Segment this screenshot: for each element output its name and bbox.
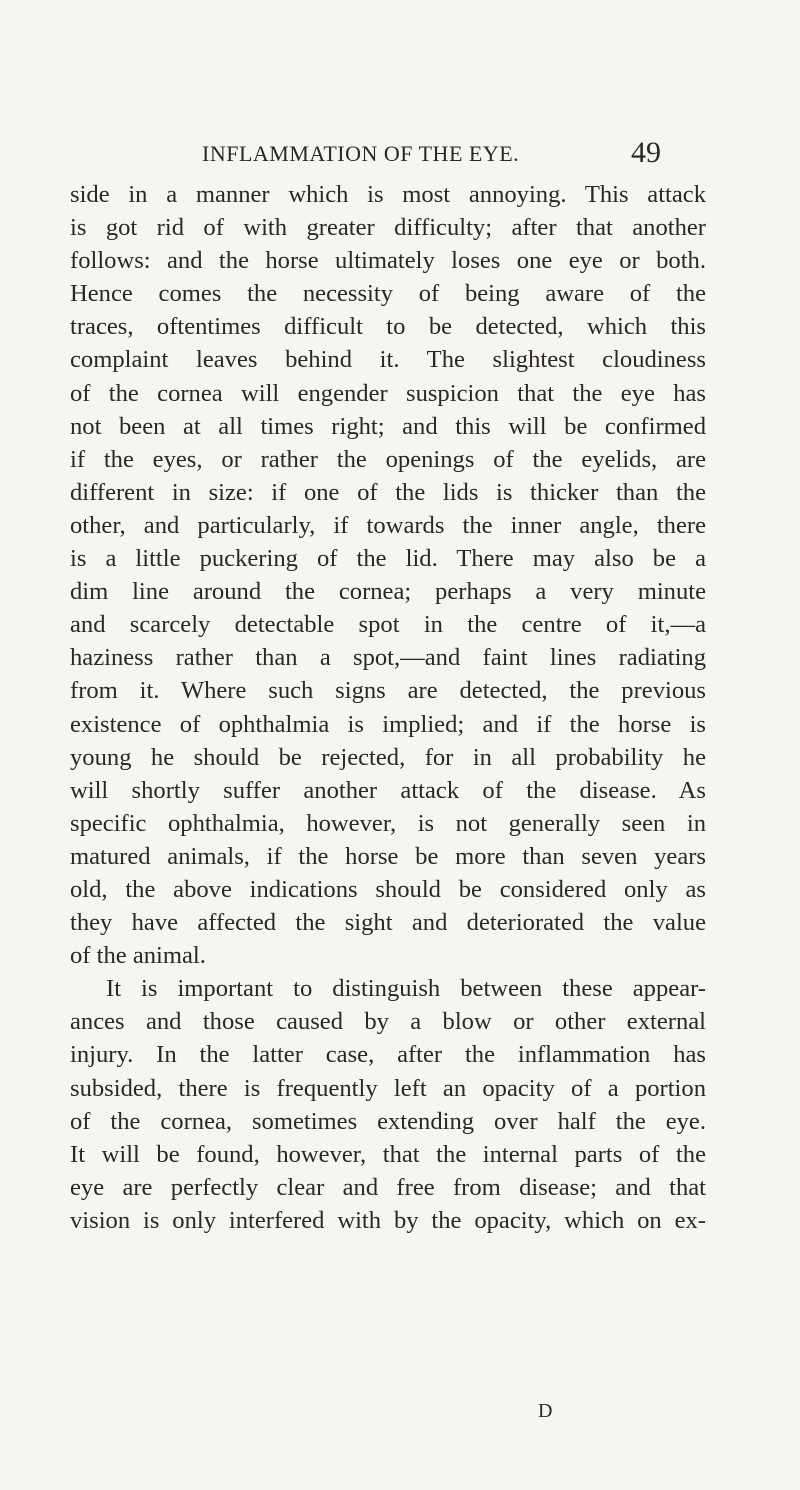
text-line: of the cornea will engender suspicion that the eye has: [70, 379, 706, 407]
text-line: It is important to distinguish between these appear-: [106, 975, 706, 1003]
text-line: is a little puckering of the lid. There may also be a: [70, 545, 706, 573]
text-line: ances and those caused by a blow or other external: [70, 1008, 706, 1036]
text-line: they have affected the sight and deteriorated the value: [70, 909, 706, 937]
text-line: traces, oftentimes difficult to be detected, which this: [70, 313, 706, 341]
signature-mark: D: [538, 1400, 553, 1422]
text-line: not been at all times right; and this will be confirmed: [70, 412, 706, 440]
text-line: matured animals, if the horse be more than seven years: [70, 842, 706, 870]
running-head: INFLAMMATION OF THE EYE.: [202, 141, 520, 166]
text-line: It will be found, however, that the internal parts of the: [70, 1140, 706, 1168]
text-line: existence of ophthalmia is implied; and if the horse is: [70, 710, 706, 738]
text-line: subsided, there is frequently left an opacity of a portion: [70, 1074, 706, 1102]
text-line: dim line around the cornea; perhaps a very minute: [70, 578, 706, 606]
text-line: complaint leaves behind it. The slightest cloudiness: [70, 346, 706, 374]
text-line: and scarcely detectable spot in the centre of it,—a: [70, 611, 706, 639]
text-line: young he should be rejected, for in all probability he: [70, 743, 706, 771]
body-text: [70, 178, 706, 1237]
text-line: if the eyes, or rather the openings of the eyelids, are: [70, 445, 706, 473]
text-line: different in size: if one of the lids is thicker than the: [70, 478, 706, 506]
text-line: follows: and the horse ultimately loses one eye or both.: [70, 247, 706, 275]
text-line: of the cornea, sometimes extending over half the eye.: [70, 1107, 706, 1135]
text-line: side in a manner which is most annoying. This attack: [70, 181, 706, 208]
text-line: haziness rather than a spot,—and faint lines radiating: [70, 644, 706, 672]
text-line: from it. Where such signs are detected, the previous: [70, 677, 706, 705]
text-line: old, the above indications should be considered only as: [70, 875, 706, 903]
text-line: other, and particularly, if towards the inner angle, there: [70, 511, 706, 539]
text-line: vision is only interfered with by the opacity, which on ex-: [70, 1206, 706, 1234]
page-number: 49: [631, 136, 661, 169]
text-line: of the animal.: [70, 942, 206, 970]
text-line: Hence comes the necessity of being aware of the: [70, 280, 706, 308]
text-line: is got rid of with greater difficulty; after that another: [70, 214, 706, 242]
text-line: eye are perfectly clear and free from disease; and that: [70, 1173, 706, 1201]
text-line: injury. In the latter case, after the inflammation has: [70, 1041, 706, 1069]
text-line: specific ophthalmia, however, is not generally seen in: [70, 809, 706, 837]
text-line: will shortly suffer another attack of the disease. As: [70, 776, 706, 804]
